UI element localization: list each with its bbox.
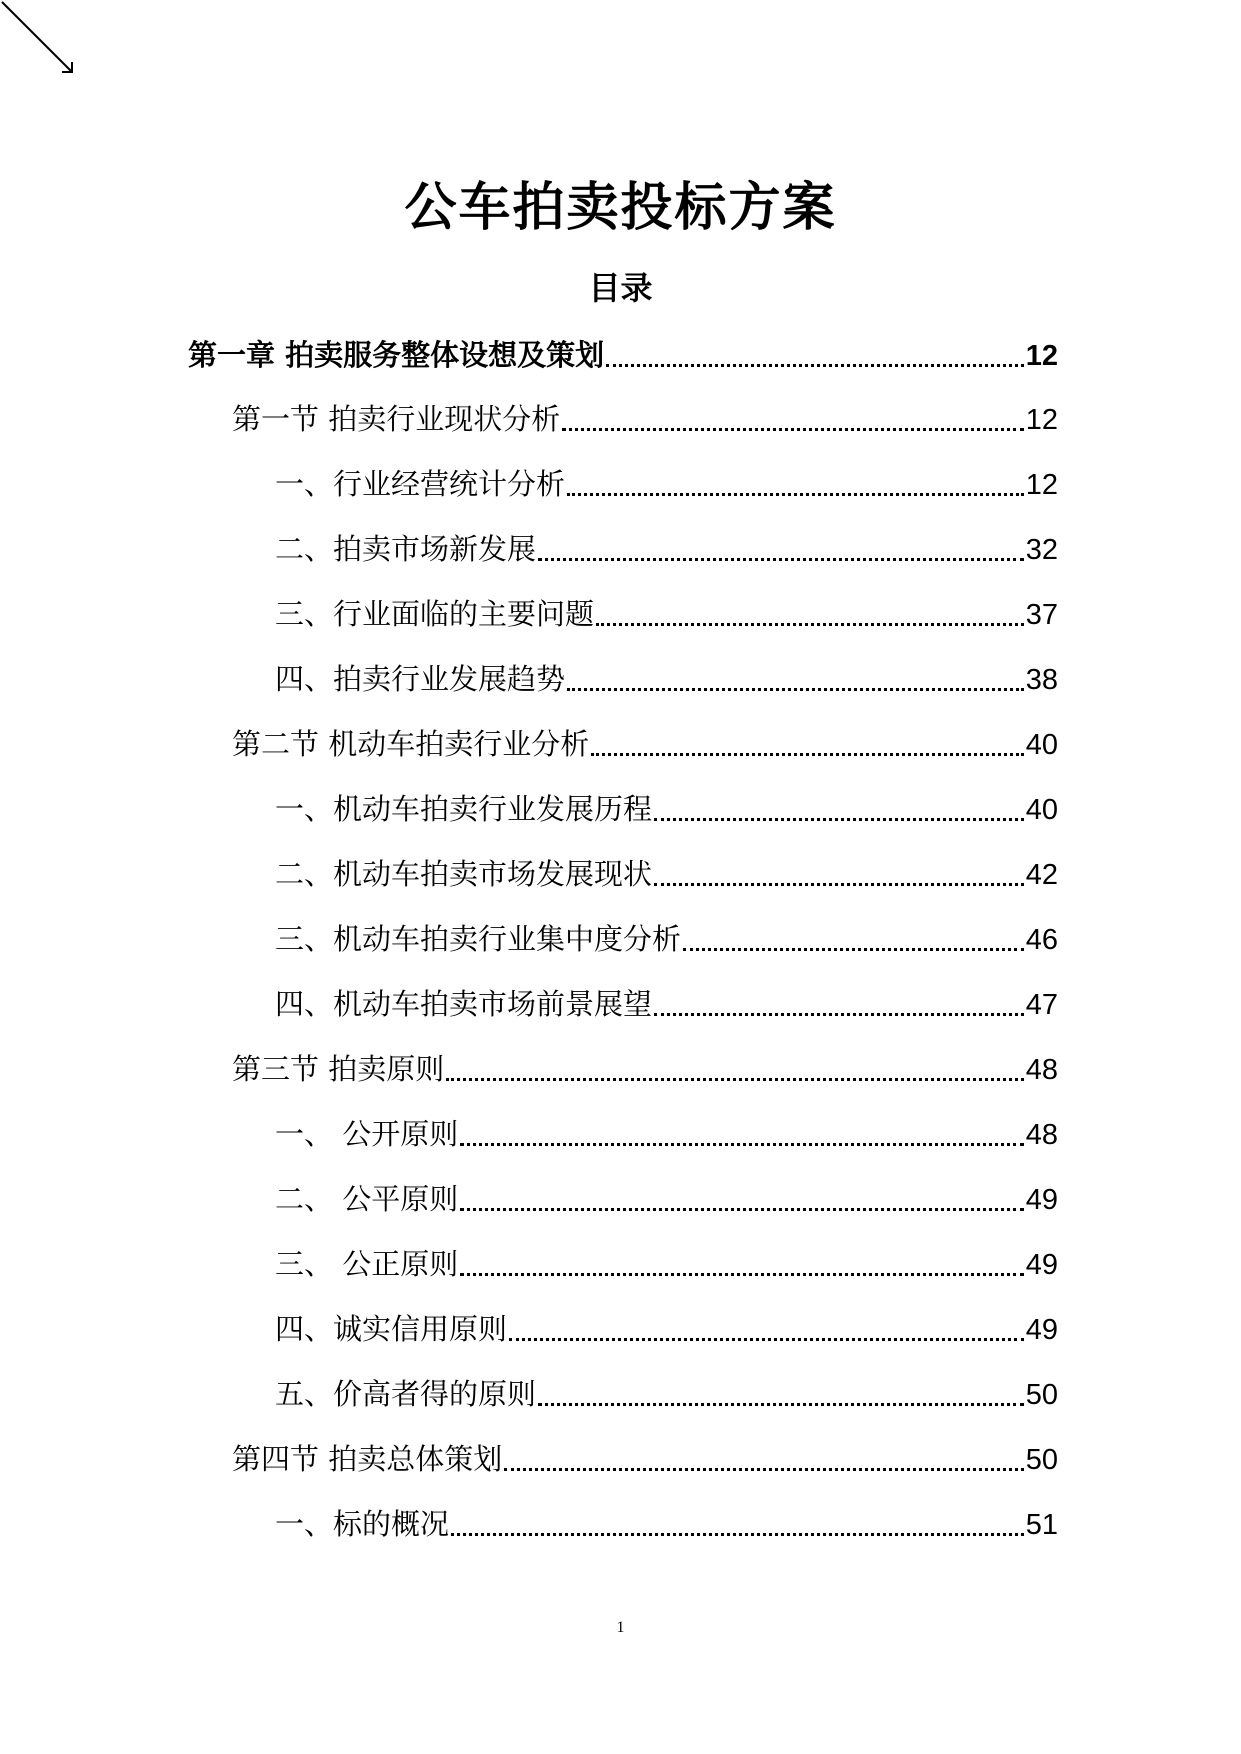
toc-leader-dots [606,364,1024,367]
toc-leader-dots [654,883,1024,886]
toc-entry-page: 32 [1025,534,1058,566]
toc-entry-title: 第二节 机动车拍卖行业分析 [232,727,590,761]
toc-entry-title: 第四节 拍卖总体策划 [232,1442,503,1476]
toc-entry-title: 一、 公开原则 [275,1117,459,1151]
toc-entry[interactable] [275,1109,1058,1159]
toc-leader-dots [654,818,1024,821]
toc-entry[interactable] [232,1044,1058,1094]
toc-leader-dots [460,1273,1024,1276]
toc-leader-dots [596,623,1024,626]
toc-entry-page: 47 [1025,989,1058,1021]
toc-entry-page: 12 [1025,340,1058,372]
toc-entry-title: 二、 公平原则 [275,1182,459,1216]
toc-entry-page: 12 [1025,469,1058,501]
toc-entry[interactable] [275,1304,1058,1354]
toc-entry-page: 40 [1025,729,1058,761]
toc-entry-title: 第三节 拍卖原则 [232,1052,445,1086]
toc-entry-page: 40 [1025,794,1058,826]
toc-entry-title: 二、机动车拍卖市场发展现状 [275,857,653,891]
toc-entry-page: 48 [1025,1054,1058,1086]
document-title: 公车拍卖投标方案 [404,178,837,238]
toc-entry-page: 12 [1025,404,1058,436]
corner-arrow-icon [0,0,80,80]
toc-entry-title: 四、拍卖行业发展趋势 [275,662,566,696]
toc-leader-dots [451,1533,1024,1536]
toc-entry-page: 38 [1025,664,1058,696]
toc-entry[interactable] [275,1174,1058,1224]
toc-entry-title: 二、拍卖市场新发展 [275,532,537,566]
toc-leader-dots [538,558,1024,561]
toc-entry[interactable] [232,394,1058,444]
toc-leader-dots [460,1208,1024,1211]
toc-entry[interactable] [275,979,1058,1029]
toc-leader-dots [460,1143,1024,1146]
toc-leader-dots [683,948,1024,951]
toc-entry-title: 三、 公正原则 [275,1247,459,1281]
toc-leader-dots [504,1468,1024,1471]
toc-leader-dots [654,1013,1024,1016]
page-number: 1 [616,1619,625,1636]
toc-entry-page: 49 [1025,1314,1058,1346]
toc-leader-dots [567,493,1024,496]
toc-leader-dots [509,1338,1024,1341]
toc-leader-dots [567,688,1024,691]
toc-entry-page: 50 [1025,1379,1058,1411]
toc-entry-title: 第一章 拍卖服务整体设想及策划 [188,338,605,372]
toc-leader-dots [591,753,1024,756]
toc-entry[interactable] [275,654,1058,704]
toc-entry-page: 37 [1025,599,1058,631]
toc-entry-page: 50 [1025,1444,1058,1476]
toc-entry[interactable] [275,1499,1058,1549]
toc-entry[interactable] [275,1239,1058,1289]
toc-entry[interactable] [188,330,1058,380]
toc-heading: 目录 [588,269,653,307]
toc-leader-dots [562,428,1024,431]
toc-entry[interactable] [232,719,1058,769]
toc-entry-title: 一、机动车拍卖行业发展历程 [275,792,653,826]
toc-entry-page: 51 [1025,1509,1058,1541]
toc-leader-dots [446,1078,1024,1081]
toc-entry[interactable] [232,1434,1058,1484]
toc-entry-page: 46 [1025,924,1058,956]
toc-entry[interactable] [275,914,1058,964]
toc-entry[interactable] [275,589,1058,639]
toc-entry-page: 42 [1025,859,1058,891]
toc-entry-title: 一、标的概况 [275,1507,450,1541]
toc-entry-title: 五、价高者得的原则 [275,1377,537,1411]
toc-entry[interactable] [275,459,1058,509]
toc-entry-page: 49 [1025,1184,1058,1216]
toc-entry-title: 第一节 拍卖行业现状分析 [232,402,561,436]
toc-entry-title: 一、行业经营统计分析 [275,467,566,501]
toc-entry-title: 三、机动车拍卖行业集中度分析 [275,922,682,956]
toc-entry-page: 48 [1025,1119,1058,1151]
toc-entry[interactable] [275,524,1058,574]
toc-entry-page: 49 [1025,1249,1058,1281]
toc-entry-title: 三、行业面临的主要问题 [275,597,595,631]
toc-entry[interactable] [275,784,1058,834]
toc-entry-title: 四、诚实信用原则 [275,1312,508,1346]
toc-entry-title: 四、机动车拍卖市场前景展望 [275,987,653,1021]
toc-leader-dots [538,1403,1024,1406]
toc-entry[interactable] [275,849,1058,899]
toc-entry[interactable] [275,1369,1058,1419]
